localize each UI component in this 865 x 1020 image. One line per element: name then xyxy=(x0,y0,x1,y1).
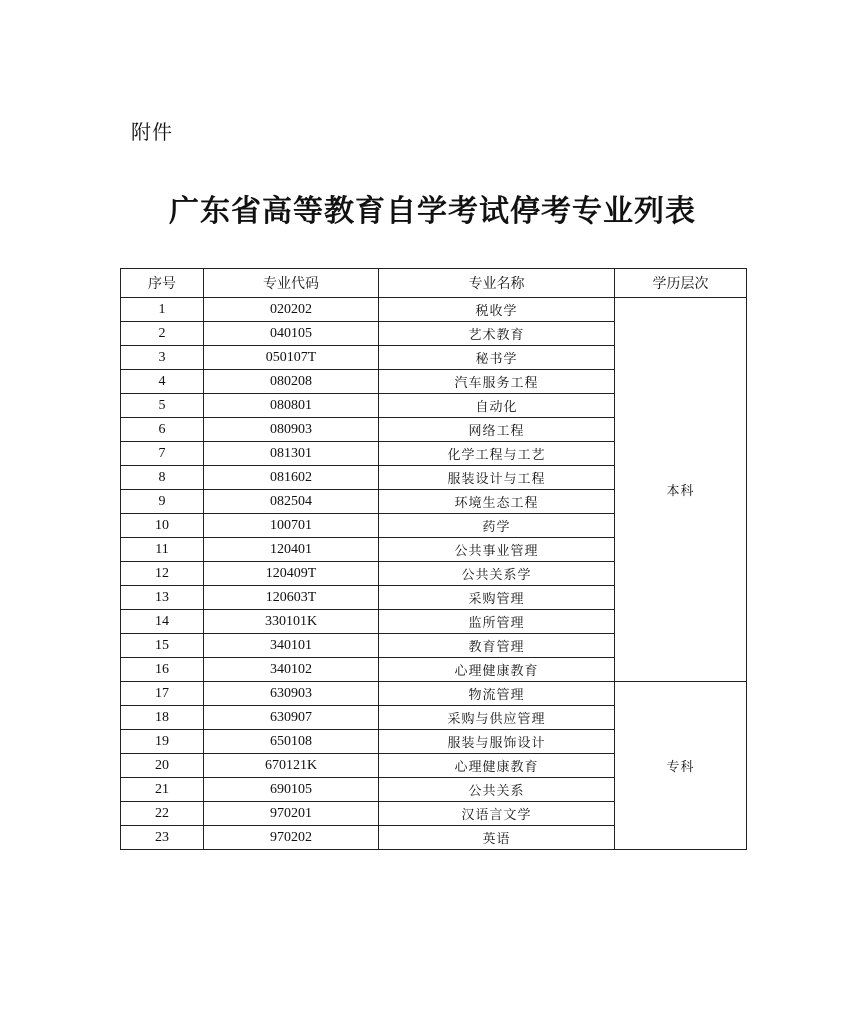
serial-number-cell: 11 xyxy=(121,538,204,562)
education-level-cell: 专科 xyxy=(615,682,747,850)
major-code-cell: 120603T xyxy=(204,586,379,610)
major-name-cell: 英语 xyxy=(379,826,615,850)
serial-number-cell: 22 xyxy=(121,802,204,826)
major-name-cell: 自动化 xyxy=(379,394,615,418)
major-name-cell: 服装设计与工程 xyxy=(379,466,615,490)
major-name-cell: 采购管理 xyxy=(379,586,615,610)
table-row xyxy=(121,298,747,322)
serial-number-cell: 3 xyxy=(121,346,204,370)
serial-number-cell: 13 xyxy=(121,586,204,610)
major-name-cell: 服装与服饰设计 xyxy=(379,730,615,754)
major-code-cell: 330101K xyxy=(204,610,379,634)
header-education-level: 学历层次 xyxy=(615,269,747,298)
serial-number-cell: 12 xyxy=(121,562,204,586)
serial-number-cell: 5 xyxy=(121,394,204,418)
document-title: 广东省高等教育自学考试停考专业列表 xyxy=(169,194,696,229)
serial-number-cell: 6 xyxy=(121,418,204,442)
major-name-cell: 环境生态工程 xyxy=(379,490,615,514)
major-name-cell: 公共事业管理 xyxy=(379,538,615,562)
serial-number-cell: 23 xyxy=(121,826,204,850)
major-code-cell: 020202 xyxy=(204,298,379,322)
major-code-cell: 630903 xyxy=(204,682,379,706)
major-name-cell: 汽车服务工程 xyxy=(379,370,615,394)
serial-number-cell: 14 xyxy=(121,610,204,634)
major-name-cell: 心理健康教育 xyxy=(379,754,615,778)
major-name-cell: 税收学 xyxy=(379,298,615,322)
serial-number-cell: 7 xyxy=(121,442,204,466)
serial-number-cell: 4 xyxy=(121,370,204,394)
major-code-cell: 100701 xyxy=(204,514,379,538)
major-code-cell: 081602 xyxy=(204,466,379,490)
serial-number-cell: 15 xyxy=(121,634,204,658)
major-code-cell: 080801 xyxy=(204,394,379,418)
major-code-cell: 080208 xyxy=(204,370,379,394)
major-name-cell: 药学 xyxy=(379,514,615,538)
attachment-label: 附件 xyxy=(131,120,173,144)
major-code-cell: 340102 xyxy=(204,658,379,682)
major-name-cell: 公共关系 xyxy=(379,778,615,802)
major-name-cell: 采购与供应管理 xyxy=(379,706,615,730)
serial-number-cell: 10 xyxy=(121,514,204,538)
major-code-cell: 080903 xyxy=(204,418,379,442)
major-name-cell: 公共关系学 xyxy=(379,562,615,586)
serial-number-cell: 20 xyxy=(121,754,204,778)
major-code-cell: 650108 xyxy=(204,730,379,754)
header-major-code: 专业代码 xyxy=(204,269,379,298)
table-row xyxy=(121,682,747,706)
major-code-cell: 081301 xyxy=(204,442,379,466)
serial-number-cell: 19 xyxy=(121,730,204,754)
major-code-cell: 082504 xyxy=(204,490,379,514)
major-name-cell: 秘书学 xyxy=(379,346,615,370)
serial-number-cell: 8 xyxy=(121,466,204,490)
table-body xyxy=(121,298,747,850)
major-name-cell: 教育管理 xyxy=(379,634,615,658)
major-name-cell: 物流管理 xyxy=(379,682,615,706)
header-major-name: 专业名称 xyxy=(379,269,615,298)
major-code-cell: 670121K xyxy=(204,754,379,778)
major-code-cell: 120401 xyxy=(204,538,379,562)
major-name-cell: 心理健康教育 xyxy=(379,658,615,682)
major-code-cell: 970202 xyxy=(204,826,379,850)
major-code-cell: 630907 xyxy=(204,706,379,730)
major-name-cell: 汉语言文学 xyxy=(379,802,615,826)
header-serial-number: 序号 xyxy=(121,269,204,298)
serial-number-cell: 9 xyxy=(121,490,204,514)
major-code-cell: 690105 xyxy=(204,778,379,802)
major-name-cell: 艺术教育 xyxy=(379,322,615,346)
serial-number-cell: 17 xyxy=(121,682,204,706)
serial-number-cell: 1 xyxy=(121,298,204,322)
major-code-cell: 970201 xyxy=(204,802,379,826)
majors-table xyxy=(120,268,747,850)
education-level-cell: 本科 xyxy=(615,298,747,682)
serial-number-cell: 21 xyxy=(121,778,204,802)
major-code-cell: 120409T xyxy=(204,562,379,586)
major-code-cell: 050107T xyxy=(204,346,379,370)
major-name-cell: 网络工程 xyxy=(379,418,615,442)
serial-number-cell: 16 xyxy=(121,658,204,682)
table-header-row xyxy=(121,269,747,298)
serial-number-cell: 2 xyxy=(121,322,204,346)
serial-number-cell: 18 xyxy=(121,706,204,730)
major-code-cell: 340101 xyxy=(204,634,379,658)
major-name-cell: 化学工程与工艺 xyxy=(379,442,615,466)
major-code-cell: 040105 xyxy=(204,322,379,346)
major-name-cell: 监所管理 xyxy=(379,610,615,634)
